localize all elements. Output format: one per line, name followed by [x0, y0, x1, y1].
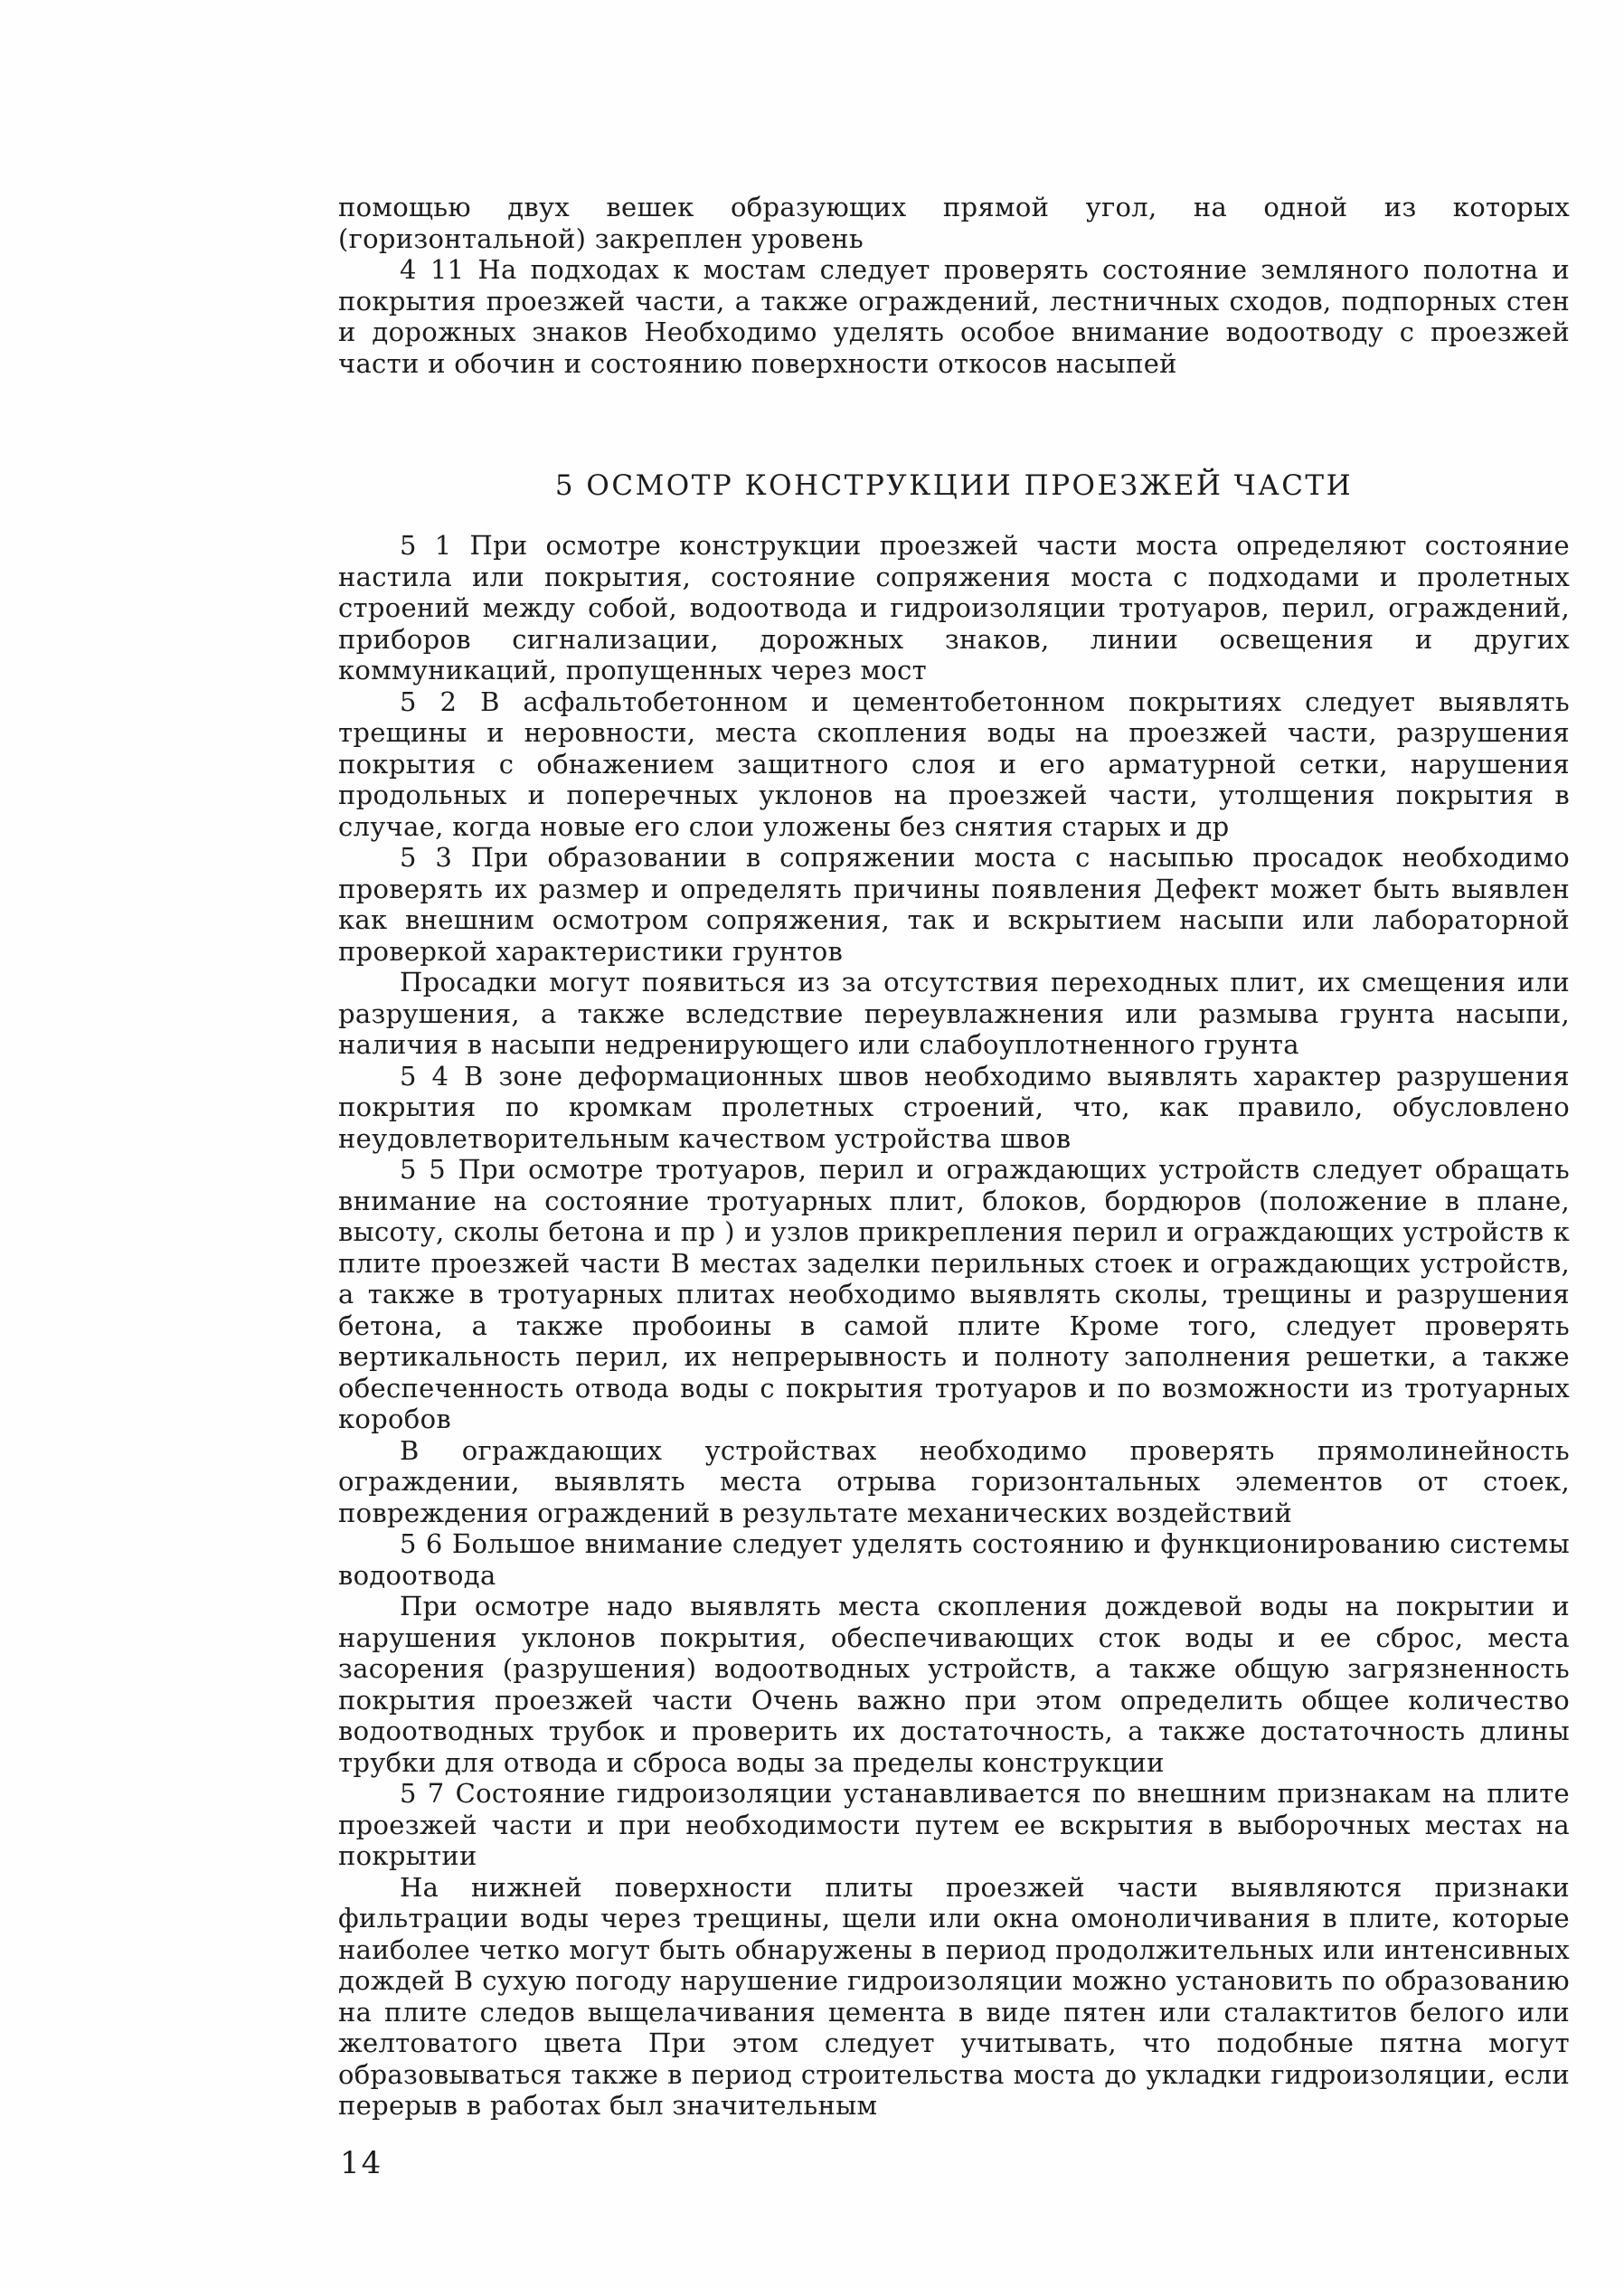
paragraph-5-7: 5 7 Состояние гидроизоляции устанавливается по внешним признакам на плите проезжей части и при необходимости путем ее вскрытия в выборочных местах на покрытии: [338, 1778, 1570, 1871]
paragraph-5-2: 5 2 В асфальтобетонном и цементобетонном покрытиях следует выявлять трещины и неровности, места скопления воды на проезжей части, разрушения покрытия с обнажением защитного слоя и его арматурной сетки, нарушения продольных и поперечных уклонов на проезжей части, утолщения покрытия в случае, когда новые его слои уложены без снятия старых и др: [338, 685, 1570, 842]
paragraph-4-10-end: помощью двух вешек образующих прямой угол, на одной из которых (горизонтальной) закреплен уровень: [338, 192, 1570, 254]
paragraph-5-6-cont: При осмотре надо выявлять места скопления дождевой воды на покрытии и нарушения уклонов покрытия, обеспечивающих сток воды и ее сброс, места засорения (разрушения) водоотводных устройств, а также общую загрязненность покрытия проезжей части Очень важно при этом определить общее количество водоотводных трубок и проверить их достаточность, а также достаточность длины трубки для отвода и сброса воды за пределы конструкции: [338, 1591, 1570, 1778]
intro-text: [338, 192, 1570, 379]
paragraph-5-6: 5 6 Большое внимание следует уделять состоянию и функционированию системы водоотвода: [338, 1528, 1570, 1591]
paragraph-5-3-cont: Просадки могут появиться из за отсутствия переходных плит, их смещения или разрушения, а также вследствие переувлажнения или размыва грунта насыпи, наличия в насыпи недренирующего или слабоуплотненного грунта: [338, 967, 1570, 1060]
paragraph-5-1: 5 1 При осмотре конструкции проезжей части моста определяют состояние настила или покрытия, состояние сопряжения моста с подходами и пролетных строений между собой, водоотвода и гидроизоляции тротуаров, перил, ограждений, приборов сигнализации, дорожных знаков, линии освещения и других коммуникаций, пропущенных через мост: [338, 530, 1570, 685]
section-title: 5 ОСМОТР КОНСТРУКЦИИ ПРОЕЗЖЕЙ ЧАСТИ: [554, 468, 1354, 502]
paragraph-5-5-cont: В ограждающих устройствах необходимо проверять прямолинейность ограждении, выявлять места отрыва горизонтальных элементов от стоек, повреждения ограждений в результате механических воздействий: [338, 1434, 1570, 1528]
paragraph-5-4: 5 4 В зоне деформационных швов необходимо выявлять характер разрушения покрытия по кромкам пролетных строений, что, как правило, обусловлено неудовлетворительным качеством устройства швов: [338, 1060, 1570, 1154]
paragraph-5-3: 5 3 При образовании в сопряжении моста с насыпью просадок необходимо проверять их размер и определять причины появления Дефект может быть выявлен как внешним осмотром сопряжения, так и вскрытием насыпи или лабораторной проверкой характеристики грунтов: [338, 842, 1570, 967]
section-body: [338, 530, 1570, 2122]
paragraph-4-11: 4 11 На подходах к мостам следует проверять состояние земляного полотна и покрытия проезжей части, а также ограждений, лестничных сходов, подпорных стен и дорожных знаков Необходимо уделять особое внимание водоотводу с проезжей части и обочин и состоянию поверхности откосов насыпей: [338, 254, 1570, 379]
paragraph-5-5: 5 5 При осмотре тротуаров, перил и ограждающих устройств следует обращать внимание на состояние тротуарных плит, блоков, бордюров (положение в плане, высоту, сколы бетона и пр ) и узлов прикрепления перил и ограждающих устройств к плите проезжей части В местах заделки перильных стоек и ограждающих устройств, а также в тротуарных плитах необходимо выявлять сколы, трещины и разрушения бетона, а также пробоины в самой плите Кроме того, следует проверять вертикальность перил, их непрерывность и полноту заполнения решетки, а также обеспеченность отвода воды с покрытия тротуаров и по возможности из тротуарных коробов: [338, 1154, 1570, 1434]
paragraph-5-7-cont: На нижней поверхности плиты проезжей части выявляются признаки фильтрации воды через трещины, щели или окна омоноличивания в плите, которые наиболее четко могут быть обнаружены в период продолжительных или интенсивных дождей В сухую погоду нарушение гидроизоляции можно установить по образованию на плите следов выщелачивания цемента в виде пятен или сталактитов белого или желтоватого цвета При этом следует учитывать, что подобные пятна могут образовываться также в период строительства моста до укладки гидроизоляции, если перерыв в работах был значительным: [338, 1871, 1570, 2121]
page-number: 14: [340, 2145, 383, 2181]
